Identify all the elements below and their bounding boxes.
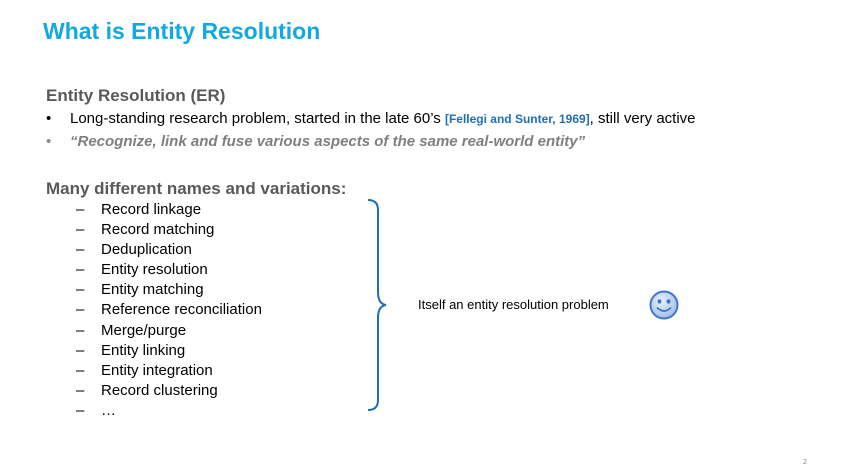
dash-marker: – bbox=[76, 381, 85, 399]
list-item-text: Deduplication bbox=[101, 241, 192, 259]
dash-marker: – bbox=[76, 241, 85, 259]
dash-marker: – bbox=[76, 321, 85, 339]
list-item-text: Reference reconciliation bbox=[101, 301, 262, 319]
dash-marker: – bbox=[76, 341, 85, 359]
dash-marker: – bbox=[76, 221, 85, 239]
list-item-text: Entity integration bbox=[101, 361, 213, 379]
list-item-text: Record matching bbox=[101, 221, 215, 239]
list-item-text: Record linkage bbox=[101, 201, 202, 218]
page-number: 2 bbox=[803, 459, 807, 466]
bullet-text-start: Long-standing research problem, started in the late 60’s bbox=[70, 110, 445, 127]
citation-link[interactable]: [Fellegi and Sunter, 1969] bbox=[444, 112, 590, 126]
list-item-text: Entity resolution bbox=[101, 261, 208, 279]
list-item-text: Record clustering bbox=[101, 381, 218, 399]
dash-marker: – bbox=[76, 201, 85, 218]
list-item-text: Entity matching bbox=[101, 281, 204, 299]
list-item-text: Merge/purge bbox=[101, 321, 187, 339]
bullet-text bbox=[70, 110, 696, 127]
section-heading-er: Entity Resolution (ER) bbox=[46, 86, 226, 105]
definition-quote: “Recognize, link and fuse various aspects of the same real-world entity” bbox=[70, 133, 586, 150]
list-item-text: Entity linking bbox=[101, 341, 186, 359]
section-heading-names: Many different names and variations: bbox=[46, 179, 347, 198]
bullet-marker: • bbox=[46, 110, 52, 127]
dash-marker: – bbox=[76, 301, 85, 319]
dash-marker: – bbox=[76, 401, 85, 419]
dash-marker: – bbox=[76, 361, 85, 379]
list-item-text: … bbox=[101, 401, 116, 419]
brace-note: Itself an entity resolution problem bbox=[418, 297, 609, 312]
right-brace-icon bbox=[364, 196, 388, 414]
dash-marker: – bbox=[76, 261, 85, 279]
bullet-text-end: , still very active bbox=[589, 110, 696, 127]
bullet-marker: • bbox=[46, 133, 52, 150]
smiley-face-icon bbox=[648, 289, 680, 321]
dash-marker: – bbox=[76, 281, 85, 299]
slide-title: What is Entity Resolution bbox=[43, 18, 321, 44]
